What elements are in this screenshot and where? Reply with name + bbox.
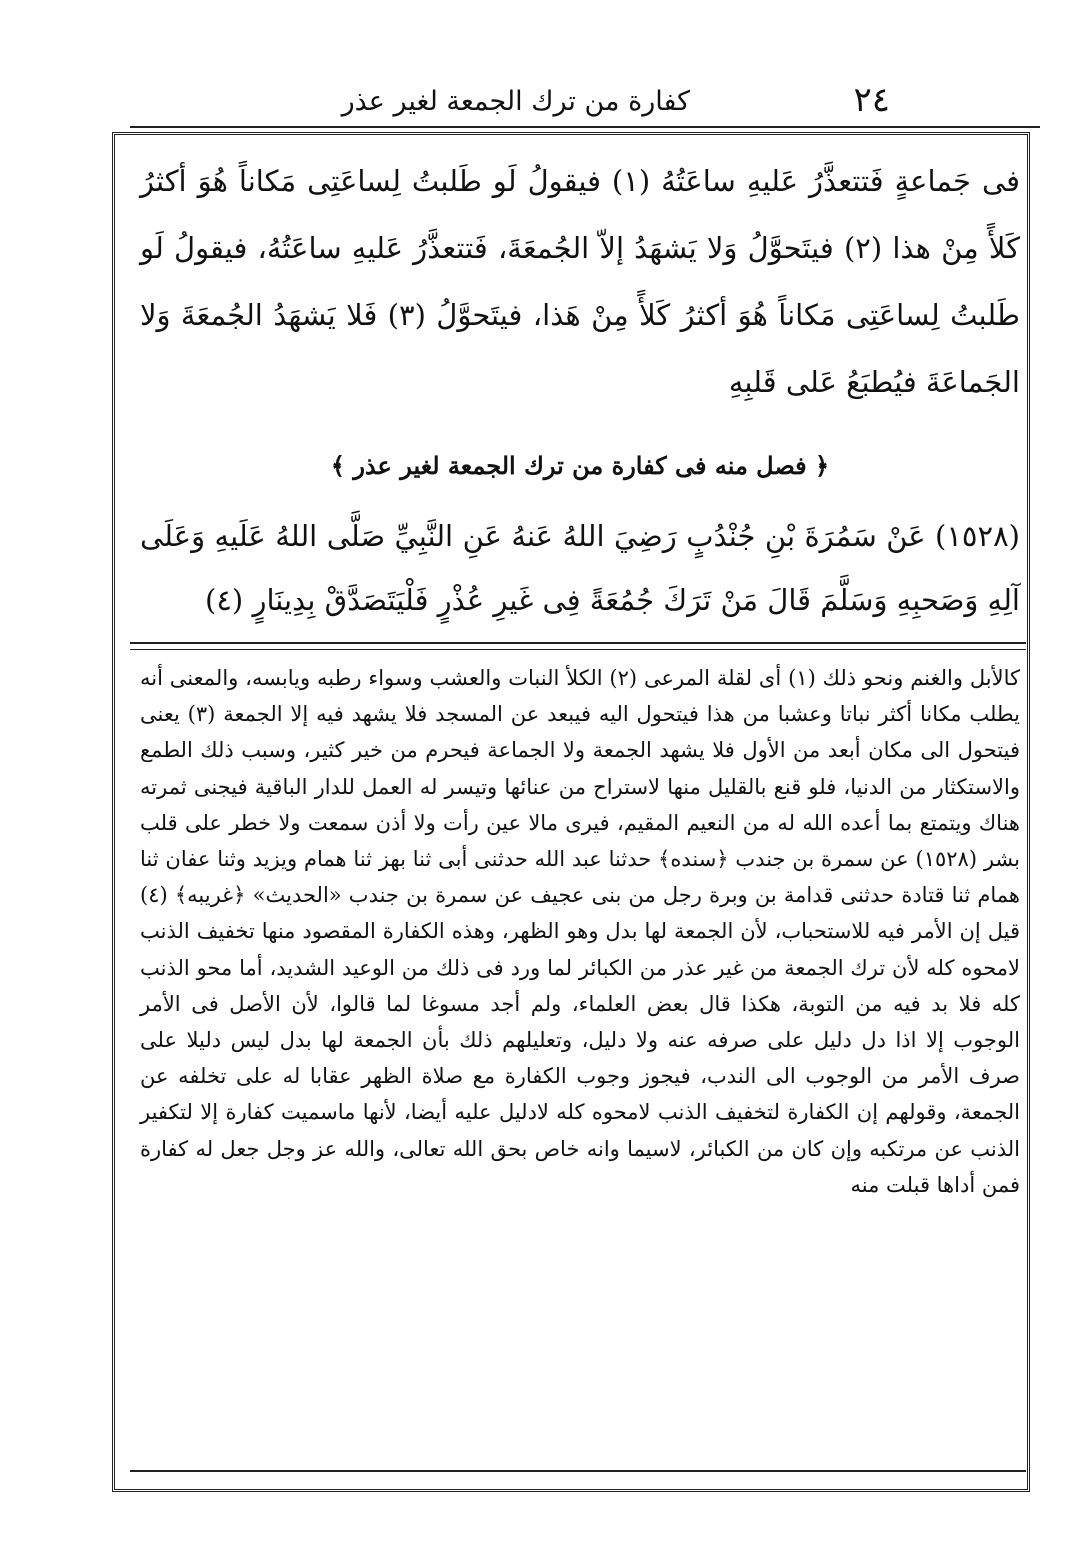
running-title: كفارة من ترك الجمعة لغير عذر bbox=[341, 86, 690, 117]
hadith-block bbox=[140, 504, 1020, 632]
bottom-rule bbox=[130, 1470, 1026, 1472]
main-text: فى جَماعةٍ فَتتعذَّرُ عَليهِ ساعَتُهُ (١) فيقولُ لَو طَلبتُ لِساعَتِى مَكاناً هُوَ أكثرُ كَلأً مِنْ هذا (٢) فيتَحوَّلُ وَلا يَشهَدُ إلاّ الجُمعَةَ، فَتتعذَّرُ عَليهِ ساعَتُهُ، فيقولُ لَو طَلبتُ لِساعَتِى مَكاناً هُوَ أكثرُ كَلأً مِنْ هَذا، فيتَحوَّلُ (٣) فَلا يَشهَدُ الجُمعَةَ وَلا الجَماعَةَ فيُطبَعُ عَلى قَلبِهِ bbox=[140, 164, 1020, 399]
footnote-separator bbox=[130, 642, 1026, 650]
hadith-text: (١٥٢٨) عَنْ سَمُرَةَ بْنِ جُنْدُبٍ رَضِيَ اللهُ عَنهُ عَنِ النَّبِيِّ صَلَّى اللهُ عَلَيهِ وَعَلَى آلِهِ وَصَحبِهِ وَسَلَّمَ قَالَ مَنْ تَرَكَ جُمُعَةً فِى غَيرِ عُذْرٍ فَلْيَتَصَدَّقْ بِدِينَارٍ (٤) bbox=[140, 519, 1020, 617]
commentary-block bbox=[140, 660, 1020, 1203]
main-text-block bbox=[140, 148, 1020, 416]
page-header bbox=[130, 78, 890, 128]
section-title: ﴿ فصل منه فى كفارة من ترك الجمعة لغير عذر ﴾ bbox=[330, 451, 830, 480]
header-rule bbox=[130, 126, 1040, 128]
page-number: ٢٤ bbox=[853, 80, 890, 120]
commentary-text: كالأبل والغنم ونحو ذلك (١) أى لقلة المرعى (٢) الكلأ النبات والعشب وسواء رطبه ويابسه، والمعنى أنه يطلب مكانا أكثر نباتا وعشبا من هذا فيتحول اليه فيبعد عن المسجد فلا يشهد فيه إلا الجمعة (٣) يعنى فيتحول الى مكان أبعد من الأول فلا يشهد الجمعة ولا الجماعة فيحرم من خير كثير، وسبب ذلك الطمع والاستكثار من الدنيا، فلو قنع بالقليل منها لاستراح من عنائها وتيسر له العمل للدار الباقية فيجنى ثمرته هناك ويتمتع بما أعده الله له من النعيم المقيم، فيرى مالا عين رأت ولا أذن سمعت ولا خطر على قلب بشر (١٥٢٨) عن سمرة بن جندب ﴿سنده﴾ حدثنا عبد الله حدثنى أبى ثنا بهز ثنا همام ويزيد وثنا عفان ثنا همام ثنا قتادة حدثنى قدامة بن وبرة رجل من بنى عجيف عن سمرة بن جندب «الحديث» ﴿غريبه﴾ (٤) قيل إن الأمر فيه للاستحباب، لأن الجمعة لها بدل وهو الظهر، وهذه الكفارة المقصود منها تخفيف الذنب لامحوه كله لأن ترك الجمعة من غير عذر من الكبائر لما ورد فى ذلك من الوعيد الشديد، أما محو الذنب كله فلا بد فيه من التوبة، هكذا قال بعض العلماء، ولم أجد مسوغا لما قالوا، لأن الأصل فى الأمر الوجوب إلا اذا دل دليل على صرفه عنه ولا دليل، وتعليلهم ذلك بأن الجمعة لها بدل ليس دليلا على صرف الأمر من الوجوب الى الندب، فيجوز وجوب الكفارة مع صلاة الظهر عقابا له على تخلفه عن الجمعة، وقولهم إن الكفارة لتخفيف الذنب لامحوه كله لادليل عليه أيضا، لأنها ماسميت كفارة إلا لتكفير الذنب عن مرتكبه وإن كان من الكبائر، لاسيما وانه خاص بحق الله تعالى، والله عز وجل جعل له كفارة فمن أداها قبلت منه bbox=[140, 666, 1021, 1197]
